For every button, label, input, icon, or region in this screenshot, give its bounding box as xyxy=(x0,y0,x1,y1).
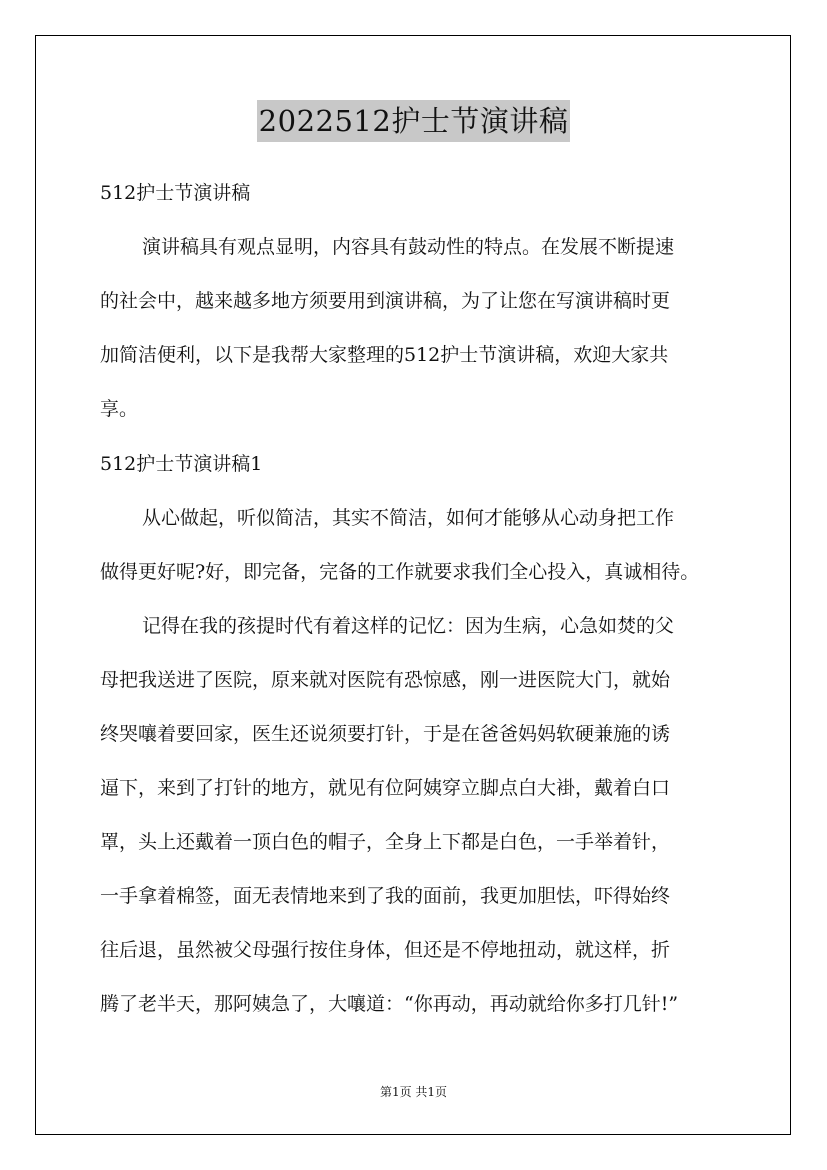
title-container xyxy=(0,100,827,142)
section-heading: 512护士节演讲稿1 xyxy=(100,453,263,475)
document-title: 2022512护士节演讲稿 xyxy=(257,100,571,142)
paragraph-line: 逼下，来到了打针的地方，就见有位阿姨穿立脚点白大褂，戴着白口 xyxy=(100,777,671,799)
paragraph-line: 做得更好呢?好，即完备，完备的工作就要求我们全心投入，真诚相待。 xyxy=(100,561,700,583)
paragraph-line: 母把我送进了医院，原来就对医院有恐惊感，刚一进医院大门，就始 xyxy=(100,669,671,691)
paragraph-line: 罩，头上还戴着一顶白色的帽子，全身上下都是白色，一手举着针， xyxy=(100,831,671,853)
section-heading: 512护士节演讲稿 xyxy=(100,182,251,204)
paragraph-line: 往后退，虽然被父母强行按住身体，但还是不停地扭动，就这样，折 xyxy=(100,939,671,961)
paragraph-line: 记得在我的孩提时代有着这样的记忆：因为生病，心急如焚的父 xyxy=(142,615,675,637)
paragraph-line: 演讲稿具有观点显明，内容具有鼓动性的特点。在发展不断提速 xyxy=(142,236,675,258)
paragraph-line: 加简洁便利，以下是我帮大家整理的512护士节演讲稿，欢迎大家共 xyxy=(100,344,669,366)
paragraph-line: 从心做起，听似简洁，其实不简洁，如何才能够从心动身把工作 xyxy=(142,507,675,529)
paragraph-line: 的社会中，越来越多地方须要用到演讲稿，为了让您在写演讲稿时更 xyxy=(100,290,671,312)
paragraph-line: 终哭嚷着要回家，医生还说须要打针，于是在爸爸妈妈软硬兼施的诱 xyxy=(100,723,671,745)
paragraph-line: 一手拿着棉签，面无表情地来到了我的面前，我更加胆怯，吓得始终 xyxy=(100,885,671,907)
paragraph-line: 腾了老半天，那阿姨急了，大嚷道：“你再动，再动就给你多打几针!” xyxy=(100,993,679,1015)
page-number-footer: 第1页 共1页 xyxy=(379,1085,448,1099)
paragraph-line: 享。 xyxy=(100,398,139,420)
